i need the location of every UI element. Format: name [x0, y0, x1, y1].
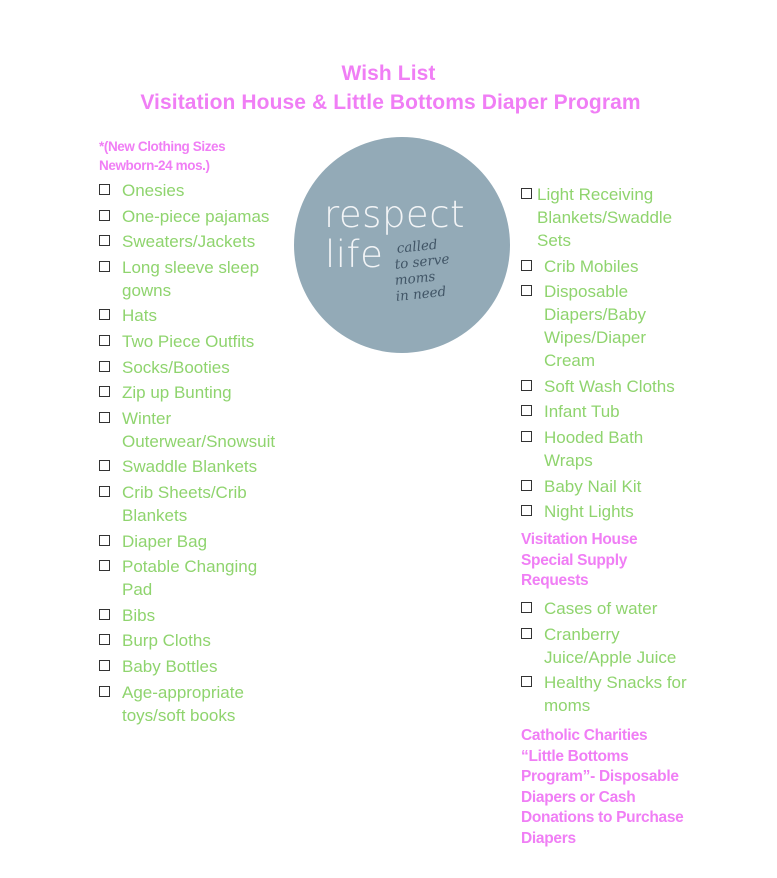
- checklist-item: [521, 375, 691, 398]
- checklist-item-label: Swaddle Blankets: [122, 457, 258, 477]
- checklist-item: [521, 475, 691, 498]
- checklist-item-label: Two Piece Outfits: [122, 331, 255, 351]
- checklist-item-label: Night Lights: [544, 502, 634, 522]
- checkbox-icon[interactable]: [521, 405, 532, 416]
- checkbox-icon[interactable]: [99, 309, 110, 320]
- logo-respect-text: respect: [324, 193, 466, 236]
- respect-life-logo: [294, 137, 510, 353]
- checklist-item-label: Zip up Bunting: [122, 383, 232, 403]
- checklist-item: [99, 230, 279, 253]
- checkbox-icon[interactable]: [99, 412, 110, 423]
- checklist-item: [99, 629, 279, 652]
- checklist-item-label: Baby Bottles: [122, 656, 218, 676]
- logo-tagline-3: moms: [394, 268, 437, 289]
- checklist-item-label: Onesies: [122, 181, 185, 200]
- checklist-item-label: Burp Cloths: [122, 631, 211, 651]
- checklist-item-label: Bibs: [122, 605, 156, 625]
- checklist-item-label: Crib Mobiles: [544, 256, 639, 276]
- checklist-item: [99, 530, 279, 553]
- checkbox-icon[interactable]: [521, 628, 532, 639]
- checklist-item-label: Disposable Diapers/Baby Wipes/Diaper Cream: [544, 282, 647, 371]
- checklist-item: [99, 455, 279, 478]
- checkbox-icon[interactable]: [521, 676, 532, 687]
- checkbox-icon[interactable]: [521, 431, 532, 442]
- checklist-item: [99, 407, 279, 453]
- checklist-item: [99, 481, 279, 527]
- logo-tagline-2: to serve: [394, 251, 451, 273]
- clothing-size-note: *(New Clothing Sizes Newborn-24 mos.): [99, 139, 226, 173]
- checklist-item-label: Winter Outerwear/Snowsuit: [122, 408, 276, 451]
- logo-tagline-1: called: [396, 236, 439, 257]
- checklist-item: [521, 255, 691, 278]
- checklist-item: [99, 256, 279, 302]
- checklist-item: [99, 304, 279, 327]
- checklist-item-label: Light Receiving Blankets/Swaddle Sets: [537, 185, 673, 250]
- checklist-item: [99, 356, 279, 379]
- checkbox-icon[interactable]: [521, 285, 532, 296]
- checkbox-icon[interactable]: [99, 486, 110, 497]
- special-supply-checklist: [521, 597, 691, 720]
- checklist-item: [521, 400, 691, 423]
- checklist-item-label: Healthy Snacks for moms: [544, 673, 687, 716]
- checkbox-icon[interactable]: [99, 609, 110, 620]
- checklist-item: [521, 623, 691, 669]
- checklist-item: [99, 681, 279, 727]
- checkbox-icon[interactable]: [99, 210, 110, 221]
- page-title: Wish List: [341, 62, 436, 85]
- checkbox-icon[interactable]: [521, 602, 532, 613]
- checkbox-icon[interactable]: [521, 188, 532, 199]
- checklist-item-label: Cranberry Juice/Apple Juice: [544, 624, 677, 667]
- checklist-item-label: Hooded Bath Wraps: [544, 427, 644, 470]
- page-subtitle: Visitation House & Little Bottoms Diaper Program: [140, 91, 641, 114]
- checklist-item: [99, 604, 279, 627]
- checklist-item: [99, 179, 279, 202]
- checklist-item-label: Age-appropriate toys/soft books: [122, 682, 244, 725]
- checklist-item: [521, 500, 691, 523]
- checkbox-icon[interactable]: [99, 361, 110, 372]
- checkbox-icon[interactable]: [99, 535, 110, 546]
- checklist-item-label: Baby Nail Kit: [544, 476, 642, 496]
- checklist-item: [99, 205, 279, 228]
- checkbox-icon[interactable]: [99, 184, 110, 195]
- checklist-item-label: Socks/Booties: [122, 357, 230, 377]
- clothing-checklist: [99, 179, 279, 729]
- supplies-checklist: [521, 183, 691, 526]
- checklist-item: [99, 555, 279, 601]
- checkbox-icon[interactable]: [99, 386, 110, 397]
- checklist-item: [99, 655, 279, 678]
- checkbox-icon[interactable]: [99, 560, 110, 571]
- checklist-item-label: One-piece pajamas: [122, 206, 270, 226]
- checkbox-icon[interactable]: [99, 235, 110, 246]
- checklist-item-label: Cases of water: [544, 599, 658, 618]
- checklist-item: [99, 381, 279, 404]
- checkbox-icon[interactable]: [99, 634, 110, 645]
- checklist-item: [521, 426, 691, 472]
- checkbox-icon[interactable]: [521, 260, 532, 271]
- checklist-item-label: Long sleeve sleep gowns: [122, 257, 260, 300]
- checklist-item: [521, 280, 691, 372]
- checklist-item-label: Crib Sheets/Crib Blankets: [122, 482, 247, 525]
- little-bottoms-note: Catholic Charities “Little Bottoms Program”- Disposable Diapers or Cash Donations to Purchase Diapers: [521, 727, 684, 847]
- checklist-item-label: Diaper Bag: [122, 531, 208, 551]
- checkbox-icon[interactable]: [99, 660, 110, 671]
- logo-tagline-4: in need: [395, 283, 448, 305]
- logo-life-text: life: [325, 233, 384, 276]
- checkbox-icon[interactable]: [521, 380, 532, 391]
- checkbox-icon[interactable]: [521, 480, 532, 491]
- checkbox-icon[interactable]: [99, 335, 110, 346]
- checklist-item: [99, 330, 279, 353]
- checkbox-icon[interactable]: [99, 686, 110, 697]
- checklist-item-label: Sweaters/Jackets: [122, 232, 256, 252]
- checklist-item-label: Soft Wash Cloths: [544, 376, 675, 396]
- checklist-item-label: Potable Changing Pad: [122, 557, 258, 600]
- special-supply-heading: Visitation House Special Supply Requests: [521, 531, 638, 589]
- checklist-item-label: Infant Tub: [544, 402, 620, 422]
- checkbox-icon[interactable]: [99, 261, 110, 272]
- checkbox-icon[interactable]: [99, 460, 110, 471]
- checklist-item-label: Hats: [122, 306, 157, 326]
- checkbox-icon[interactable]: [521, 505, 532, 516]
- checklist-item: [521, 183, 691, 252]
- checklist-item: [521, 597, 691, 620]
- checklist-item: [521, 671, 691, 717]
